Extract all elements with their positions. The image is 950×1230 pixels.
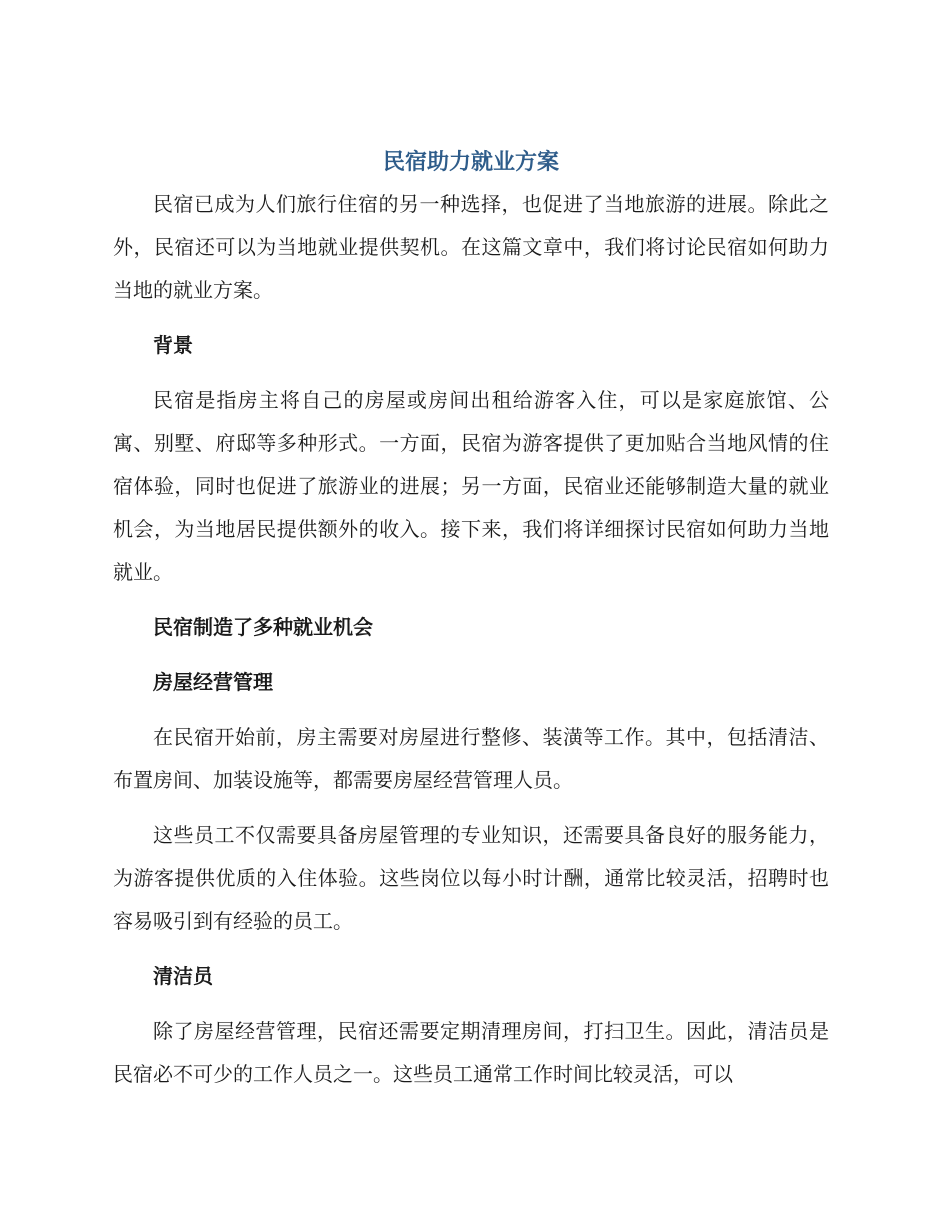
subsection-heading-cleaners: 清洁员 — [153, 964, 213, 988]
property-management-paragraph-2: 这些员工不仅需要具备房屋管理的专业知识，还需要具备良好的服务能力，为游客提供优质的入住体验。这些岗位以每小时计酬，通常比较灵活，招聘时也容易吸引到有经验的员工。 — [113, 823, 829, 933]
section-heading-background: 背景 — [153, 333, 193, 357]
section-heading-jobs: 民宿制造了多种就业机会 — [153, 615, 373, 639]
subsection-heading-property-management: 房屋经营管理 — [153, 670, 273, 694]
background-paragraph: 民宿是指房主将自己的房屋或房间出租给游客入住，可以是家庭旅馆、公寓、别墅、府邸等多种形式。一方面，民宿为游客提供了更加贴合当地风情的住宿体验，同时也促进了旅游业的进展；另一方面，民宿业还能够制造大量的就业机会，为当地居民提供额外的收入。接下来，我们将详细探讨民宿如何助力当地就业。 — [113, 388, 829, 584]
intro-paragraph: 民宿已成为人们旅行住宿的另一种选择，也促进了当地旅游的进展。除此之外，民宿还可以为当地就业提供契机。在这篇文章中，我们将讨论民宿如何助力当地的就业方案。 — [113, 192, 829, 302]
document-body — [113, 143, 829, 1108]
cleaners-paragraph: 除了房屋经营管理，民宿还需要定期清理房间，打扫卫生。因此，清洁员是民宿必不可少的工作人员之一。这些员工通常工作时间比较灵活，可以 — [113, 1019, 829, 1086]
document-title: 民宿助力就业方案 — [382, 150, 559, 175]
property-management-paragraph-1: 在民宿开始前，房主需要对房屋进行整修、装潢等工作。其中，包括清洁、布置房间、加装设施等，都需要房屋经营管理人员。 — [113, 725, 829, 792]
